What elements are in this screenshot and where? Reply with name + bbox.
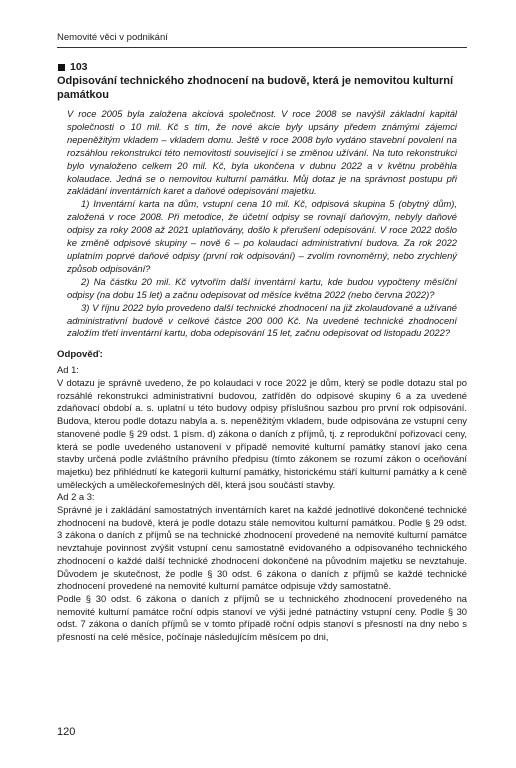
answer-label-ad1: Ad 1: [57, 364, 79, 376]
answer-paragraph: V dotazu je správně uvedeno, že po kolaudaci v roce 2022 je dům, který se podle dotazu stal po rozsáhlé rekonstrukci administrativní budovou, zatříděn do odpisové skupiny 6 a za uvedené zdaňovací období a. s. uplatní u této budovy odpisy příslušnou sazbou pro první rok odpisování. Budova, kterou podle dotazu nabyla a. s. nepeněžitým vkladem, bude odpisována ze vstupní ceny stanovené podle § 29 odst. 1 písm. d) zákona o daních z příjmů, tj. z reprodukční pořizovací ceny, která se podle uvedeného ustanovení v případě nemovité kulturní památky stanoví jako cena stavby určená podle zvláštního právního předpisu (tímto zákonem se rozumí zákon o oceňování majetku) bez přihlédnutí ke kategorii kulturní památky, historickému stáří kulturní památky a k ceně uměleckých a uměleckořemeslných děl, která jsou součástí stavby. [57, 377, 467, 490]
answer-paragraph: Podle § 30 odst. 6 zákona o daních z příjmů se u technického zhodnocení provedeného na nemovité kulturní památce roční odpis stanoví ve výši jedné patnáctiny vstupní ceny. Podle § 30 odst. 7 zákona o daních příjmů se v tomto případě roční odpis stanoví s přesností na dny nebo s přesností na celé měsíce, počínaje následujícím měsícem po dni, [57, 592, 467, 643]
header-rule [57, 47, 467, 48]
square-bullet-icon [58, 64, 65, 71]
section-title: Odpisování technického zhodnocení na budově, která je nemovitou kulturní památkou [57, 75, 454, 101]
question-paragraph: 2) Na částku 20 mil. Kč vytvořím další inventární kartu, kde budou vypočteny měsíční odpisy (na dobu 15 let) a začnu odepisovat od měsíce května 2022 (nebo června 2022)? [67, 275, 457, 300]
section-number-text: 103 [70, 61, 88, 73]
main-content [57, 60, 467, 644]
answer-block [57, 364, 467, 643]
page-number: 120 [57, 726, 76, 738]
answer-label-ad23: Ad 2 a 3: [57, 491, 95, 503]
question-paragraph: 1) Inventární karta na dům, vstupní cena 10 mil. Kč, odpisová skupina 5 (obytný dům), založená v roce 2008. Při metodice, že účetní odpisy se rovnají daňovým, nebyly daňové odpisy za roky 2008 až 2021 uplatňovány, došlo k přerušení odepisování. V roce 2022 došlo ke změně odpisové skupiny – nově 6 – po kolaudaci administrativní budova. Za rok 2022 uplatním poprvé daňové odpisy (první rok odpisování) – zvolím rovnoměrný, nebo zrychlený způsob odpisování? [67, 198, 457, 274]
question-paragraph: V roce 2005 byla založena akciová společnost. V roce 2008 se navýšil základní kapitál společnosti o 10 mil. Kč s tím, že nové akcie byly upsány předem známými zájemci nepeněžitým vkladem – vkladem domu. Ještě v roce 2008 bylo vydáno stavební povolení na rozsáhlou rekonstrukci této nemovitosti související i se změnou užívání. Na tuto rekonstrukci bylo vynaloženo celkem 20 mil. Kč, byla ukončena v dubnu 2022 a v květnu proběhla kolaudace. Jedná se o nemovitou kulturní památku. Můj dotaz je na správnost postupu při zakládání inventárních karet a daňové odepisování majetku. [67, 108, 457, 197]
running-header: Nemovité věci v podnikání [57, 32, 168, 43]
question-paragraph: 3) V říjnu 2022 bylo provedeno další technické zhodnocení na již zkolaudované a užívané administrativní budově v celkové částce 200 000 Kč. Na uvedené technické zhodnocení založím třetí inventární kartu, doba odepisování 15 let, začnu odepisovat od listopadu 2022? [67, 301, 457, 339]
answer-heading: Odpověď: [57, 349, 103, 361]
question-block [67, 108, 457, 340]
section-number [57, 60, 467, 74]
answer-paragraph: Správné je i zakládání samostatných inventárních karet na každé jednotlivé dokončené technické zhodnocení na budově, která je podle dotazu stále nemovitou kulturní památkou. Podle § 29 odst. 3 zákona o daních z příjmů se na technické zhodnocení provedené na nemovité kulturní památce nevztahuje povinnost zvýšit vstupní cenu samostatně evidovaného a odpisovaného technického zhodnocení o každé další technické zhodnocení dokončené na původním majetku se nevztahuje. Důvodem je skutečnost, že podle § 30 odst. 6 zákona o daních z příjmů se každé technické zhodnocení provedené na nemovité kulturní památce odpisuje vždy samostatně. [57, 504, 467, 592]
